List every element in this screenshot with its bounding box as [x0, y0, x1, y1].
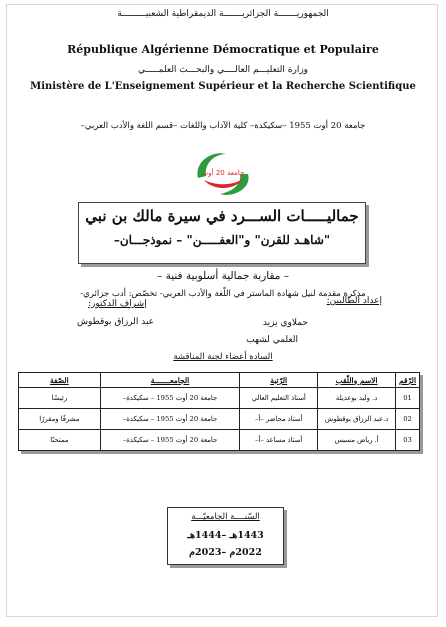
- cell-university: جامعة 20 أوت 1955 – سكيكدة–: [100, 388, 240, 409]
- university-logo: [190, 148, 256, 198]
- academic-year-label: السّنــــة الجامعيّـــة: [191, 512, 260, 522]
- academic-year-box: [167, 507, 284, 565]
- cell-name: د.عبد الرزاق بوقطوش: [318, 409, 396, 430]
- cell-rank: أستاذ التعليم العالي: [240, 388, 318, 409]
- cell-role: ممتحنًا: [19, 430, 101, 451]
- student-name: العلمي لشهب: [246, 335, 298, 345]
- table-row: [19, 430, 420, 451]
- ministry-ar: وزارة التعليـــم العالــــي والبحـــث العلمـــــي: [137, 65, 309, 75]
- logo-text: جامعة 20 أوت: [201, 169, 245, 177]
- jury-table: [18, 372, 420, 451]
- table-row: [19, 388, 420, 409]
- col-header-role: الصّفة: [19, 373, 101, 388]
- col-header-university: الجامعـــــــة: [100, 373, 240, 388]
- col-header-rank: الرّتبة: [240, 373, 318, 388]
- cell-university: جامعة 20 أوت 1955 – سكيكدة–: [100, 430, 240, 451]
- thesis-note: مذكرة مقدمة لنيل شهادة الماستر في اللّغة والأدب العربي- تخصّص: أدب جزائري-: [80, 289, 366, 299]
- table-header-row: [19, 373, 420, 388]
- prepared-by-label: إعداد الطالبين:: [326, 296, 382, 306]
- academic-year-hijri: 1443هـ –1444هـ: [187, 530, 264, 541]
- university-line: جامعة 20 أوت 1955 –سكيكدة– كلية الآداب واللغات –قسم اللغة والأدب العربي–: [80, 121, 366, 131]
- student-name: حملاوي يزيد: [262, 318, 308, 328]
- cell-rank: أستاذ محاضر –أ–: [240, 409, 318, 430]
- republic-ar: الجمهوريـــــــة الجزائريـــــــة الديمقراطية الشعبيـــــــــة: [117, 9, 329, 19]
- university-logo-icon: [190, 148, 256, 198]
- cell-number: 02: [396, 409, 420, 430]
- cell-name: أ. رياض مسيس: [318, 430, 396, 451]
- jury-heading: السادة أعضاء لجنة المناقشة: [173, 352, 273, 362]
- col-header-name: الاسم واللّقب: [318, 373, 396, 388]
- cell-rank: أستاذ مساعد –أ–: [240, 430, 318, 451]
- cell-role: رئيسًا: [19, 388, 101, 409]
- table-row: [19, 409, 420, 430]
- title-line-1: جماليـــــات الســـرد في سيرة مالك بن نبي: [85, 207, 359, 225]
- ministry-fr: Ministère de L'Enseignement Supérieur et la Recherche Scientifique: [30, 81, 416, 92]
- supervision-label: إشراف الدكتور:: [88, 299, 147, 309]
- cell-name: د. وليد بوعديلة: [318, 388, 396, 409]
- cell-number: 03: [396, 430, 420, 451]
- cell-role: مشرفًا ومقررًا: [19, 409, 101, 430]
- cell-number: 01: [396, 388, 420, 409]
- title-box: [78, 202, 366, 264]
- cell-university: جامعة 20 أوت 1955 – سكيكدة–: [100, 409, 240, 430]
- col-header-number: الرّقم: [396, 373, 420, 388]
- supervisor-name: عبد الرزاق بوقطوش: [77, 317, 155, 327]
- republic-fr: République Algérienne Démocratique et Populaire: [67, 43, 379, 56]
- subtitle: – مقاربة جمالية أسلوبية فنية –: [156, 270, 290, 282]
- title-line-2: "شاهـد للقرن" و"العفـــــن" – نموذجـــان–: [113, 233, 331, 247]
- academic-year-gregorian: 2022م –2023م: [189, 547, 262, 558]
